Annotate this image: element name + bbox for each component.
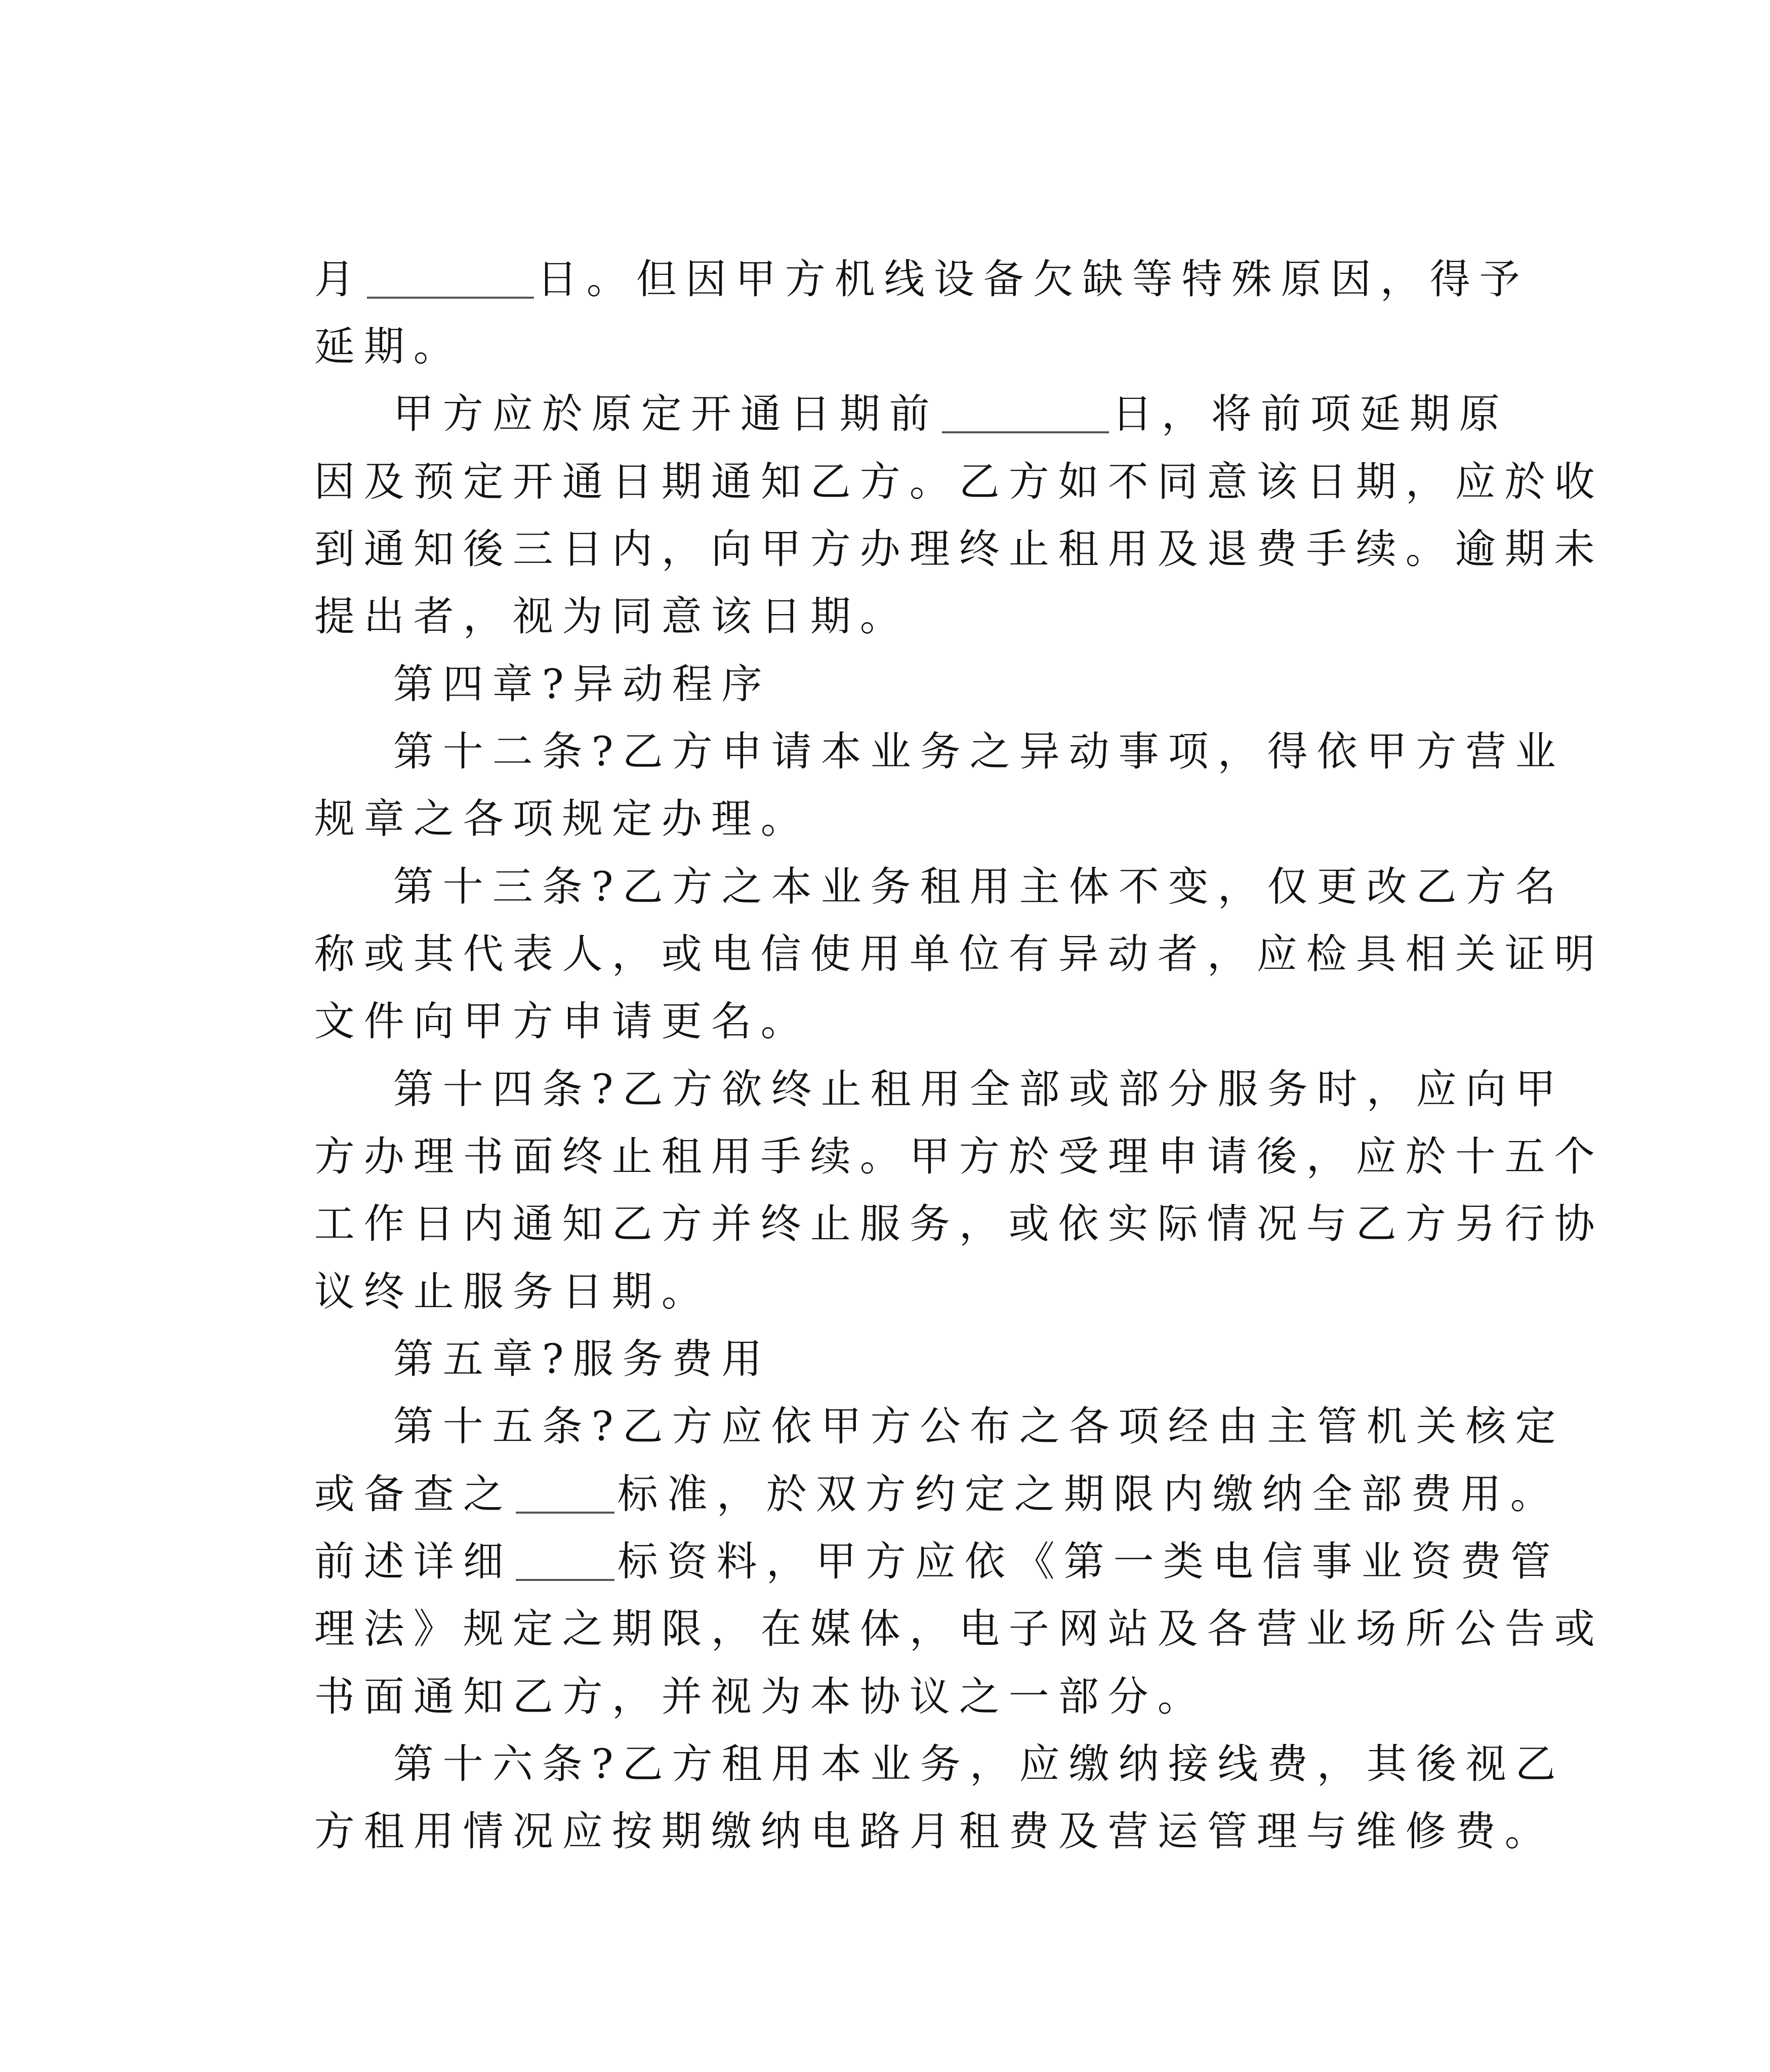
text-line-4 xyxy=(226,391,1691,505)
line-22: 书面通知乙方，并视为本协议之一部分。 xyxy=(314,1673,1207,1720)
line-24: 方租用情况应按期缴纳电路月租费及营运管理与维修费。 xyxy=(314,1808,1554,1855)
line-11: 称或其代表人，或电信使用单位有异动者，应检具相关证明 xyxy=(314,930,1604,978)
text-line-22 xyxy=(226,1606,1691,1720)
line-20-end: 标资料，甲方应依《第一类电信事业资费管 xyxy=(617,1538,1560,1585)
line-3-end: 日，将前项延期原 xyxy=(1112,390,1509,437)
line-19-start: 或备查之 xyxy=(314,1471,513,1518)
text-line-21 xyxy=(226,1538,1691,1652)
text-line-23 xyxy=(305,1673,1770,1787)
text-line-13 xyxy=(305,998,1770,1113)
line-2: 延期。 xyxy=(314,323,463,370)
chapter-4-title: 第四章?异动程序 xyxy=(393,661,771,708)
chapter-4-heading xyxy=(305,593,1770,708)
line-6: 提出者，视为同意该日期。 xyxy=(314,593,910,640)
article-12-start: 第十二条?乙方申请本业务之异动事项，得依甲方营业 xyxy=(393,728,1565,775)
article-15-start: 第十五条?乙方应依甲方公布之各项经由主管机关核定 xyxy=(393,1403,1565,1450)
line-16: 议终止服务日期。 xyxy=(314,1268,711,1315)
text-line-5 xyxy=(226,458,1691,573)
line-19-end: 标准，於双方约定之期限内缴纳全部费用。 xyxy=(617,1471,1560,1518)
text-line-20 xyxy=(226,1471,1691,1585)
line-3-start: 甲方应於原定开通日期前 xyxy=(393,390,939,437)
text-line-1 xyxy=(226,188,1691,303)
text-line-14 xyxy=(226,1066,1691,1180)
chapter-5-heading xyxy=(305,1268,1770,1383)
text-line-8 xyxy=(305,661,1770,775)
line-1-start: 月 xyxy=(314,256,364,303)
text-line-10 xyxy=(305,796,1770,910)
article-16-start: 第十六条?乙方租用本业务，应缴纳接线费，其後视乙 xyxy=(393,1740,1565,1787)
text-line-3 xyxy=(305,323,1770,437)
article-14-start: 第十四条?乙方欲终止租用全部或部分服务时，应向甲 xyxy=(393,1066,1565,1113)
line-9: 规章之各项规定办理。 xyxy=(314,795,810,842)
article-13-start: 第十三条?乙方之本业务租用主体不变，仅更改乙方名 xyxy=(393,863,1565,910)
text-line-11 xyxy=(226,863,1691,978)
text-line-15 xyxy=(226,1133,1691,1247)
line-4: 因及预定开通日期通知乙方。乙方如不同意该日期，应於收 xyxy=(314,458,1604,505)
line-14: 方办理书面终止租用手续。甲方於受理申请後，应於十五个 xyxy=(314,1133,1604,1180)
text-line-2 xyxy=(226,256,1691,370)
line-21: 理法》规定之期限，在媒体，电子网站及各营业场所公告或 xyxy=(314,1605,1604,1652)
text-line-9 xyxy=(226,728,1691,842)
text-line-24 xyxy=(226,1740,1691,1855)
text-line-19 xyxy=(226,1403,1691,1518)
line-5: 到通知後三日内，向甲方办理终止租用及退费手续。逾期未 xyxy=(314,525,1604,573)
chapter-5-title: 第五章?服务费用 xyxy=(393,1335,771,1383)
line-15: 工作日内通知乙方并终止服务，或依实际情况与乙方另行协 xyxy=(314,1200,1604,1247)
line-1-end: 日。但因甲方机线设备欠缺等特殊原因，得予 xyxy=(537,256,1529,303)
text-line-6 xyxy=(226,525,1691,640)
line-20-start: 前述详细 xyxy=(314,1538,513,1585)
line-12: 文件向甲方申请更名。 xyxy=(314,998,810,1045)
text-line-12 xyxy=(226,930,1691,1045)
text-line-16 xyxy=(226,1201,1691,1315)
text-line-18 xyxy=(305,1335,1770,1450)
